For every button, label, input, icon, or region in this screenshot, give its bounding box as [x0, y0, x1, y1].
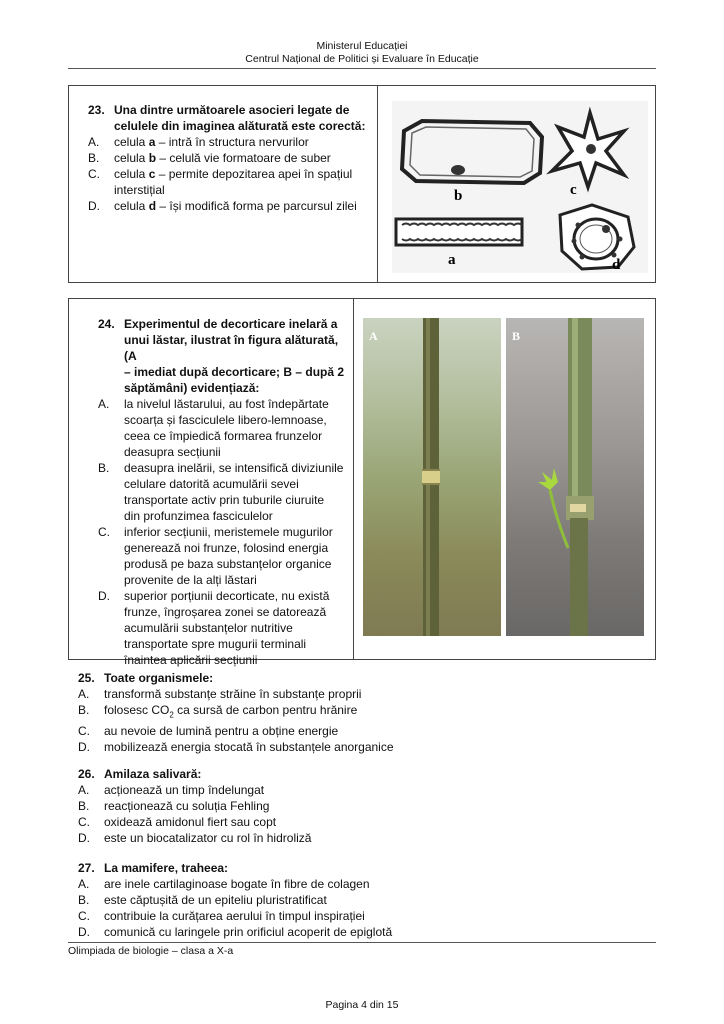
photo-a-label: A [369, 329, 378, 343]
footer-rule [68, 942, 656, 943]
header-center: Centrul Național de Politici și Evaluare în Educație [245, 53, 479, 65]
q26-option-a[interactable]: A. acționează un timp îndelungat [78, 783, 265, 797]
cell-a-drawing [396, 219, 522, 245]
q24-option-d[interactable]: D. superior porțiunii decorticate, nu există frunze, îngroșarea zonei se datorează acumulării substanțelor nutritive transportate spre mugurii terminali înaintea aplicării secțiunii [98, 589, 330, 667]
q23-option-b[interactable]: B. celula b – celulă vie formatoare de suber [88, 151, 331, 165]
header-ministry: Ministerul Educației [316, 40, 408, 52]
q27-option-a[interactable]: A. are inele cartilaginoase bogate în fibre de colagen [78, 877, 370, 891]
question-26 [78, 766, 638, 846]
q27-option-b[interactable]: B. este căptușită de un epiteliu pluristratificat [78, 893, 327, 907]
q25-option-d[interactable]: D. mobilizează energia stocată în substanțele anorganice [78, 740, 394, 755]
question-26-title: 26. Amilaza salivară: [78, 767, 202, 781]
question-24 [98, 316, 350, 668]
q26-option-b[interactable]: B. reacționează cu soluția Fehling [78, 799, 270, 813]
cell-a-label: a [448, 252, 456, 268]
footer-olympiad: Olimpiada de biologie – clasa a X-a [68, 945, 234, 957]
question-24-title: 24. Experimentul de decorticare inelară a unui lăstar, ilustrat în figura alăturată, (A – imediat după decorticare; B – după 2 săptămâni) evidențiază: [98, 317, 345, 395]
q23-option-c[interactable]: C. celula c – permite depozitarea apei în spațiul interstițial [88, 167, 353, 197]
cell-d-drawing [560, 205, 634, 269]
q23-option-a[interactable]: A. celula a – intră în structura nervurilor [88, 135, 309, 149]
q26-option-d[interactable]: D. este un biocatalizator cu rol în hidroliză [78, 831, 312, 845]
q26-option-c[interactable]: C. oxidează amidonul fiert sau copt [78, 815, 277, 829]
plant-cells-figure [392, 101, 648, 273]
q27-option-c[interactable]: C. contribuie la curățarea aerului în timpul inspirației [78, 909, 365, 923]
photo-b-label: B [512, 329, 521, 343]
question-25-number: 25. [78, 671, 95, 685]
q25-option-a[interactable]: A. transformă substanțe străine în substanțe proprii [78, 687, 362, 701]
photo-b-after-two-weeks [506, 318, 644, 636]
page-number: Pagina 4 din 15 [325, 999, 399, 1011]
question-23 [88, 102, 373, 214]
question-26-number: 26. [78, 767, 95, 781]
question-25 [78, 670, 638, 755]
cell-d-label: d [612, 257, 621, 273]
question-25-title: 25. Toate organismele: [78, 671, 214, 685]
cell-b-label: b [454, 188, 463, 204]
question-24-number: 24. [98, 317, 115, 331]
q24-option-c[interactable]: C. inferior secțiunii, meristemele mugurilor generează noi frunze, folosind energia produsă pe baza substanțelor organice provenite de la alți lăstari [98, 525, 333, 587]
question-27-title: 27. La mamifere, traheea: [78, 861, 229, 875]
q24-option-b[interactable]: B. deasupra inelării, se intensifică diviziunile celulare datorită acumulării sevei transportate activ prin tuburile ciuruite din profunzimea fasciculelor [98, 461, 344, 523]
question-27 [78, 860, 638, 940]
question-23-number: 23. [88, 103, 105, 117]
question-23-divider [377, 85, 378, 283]
question-23-title: 23. Una dintre următoarele asocieri legate de celulele din imaginea alăturată este corectă: [88, 103, 366, 133]
q23-option-d[interactable]: D. celula d – își modifică forma pe parcursul zilei [88, 199, 357, 213]
q25-option-b[interactable]: B. folosesc $CO_2$ ca sursă de carbon pentru hrănire [78, 703, 358, 720]
cell-c-label: c [570, 182, 577, 198]
question-27-number: 27. [78, 861, 95, 875]
q24-option-a[interactable]: A. la nivelul lăstarului, au fost îndepărtate scoarța și fasciculele libero-lemnoase, ceea ce împiedică formarea frunzelor deasupra secțiunii [98, 397, 329, 459]
question-24-divider [353, 298, 354, 660]
q25-option-c[interactable]: C. au nevoie de lumină pentru a obține energie [78, 724, 339, 739]
header-rule [68, 68, 656, 69]
photo-a-immediately-after [363, 318, 501, 636]
q27-option-d[interactable]: D. comunică cu laringele prin orificiul acoperit de epiglotă [78, 925, 393, 939]
